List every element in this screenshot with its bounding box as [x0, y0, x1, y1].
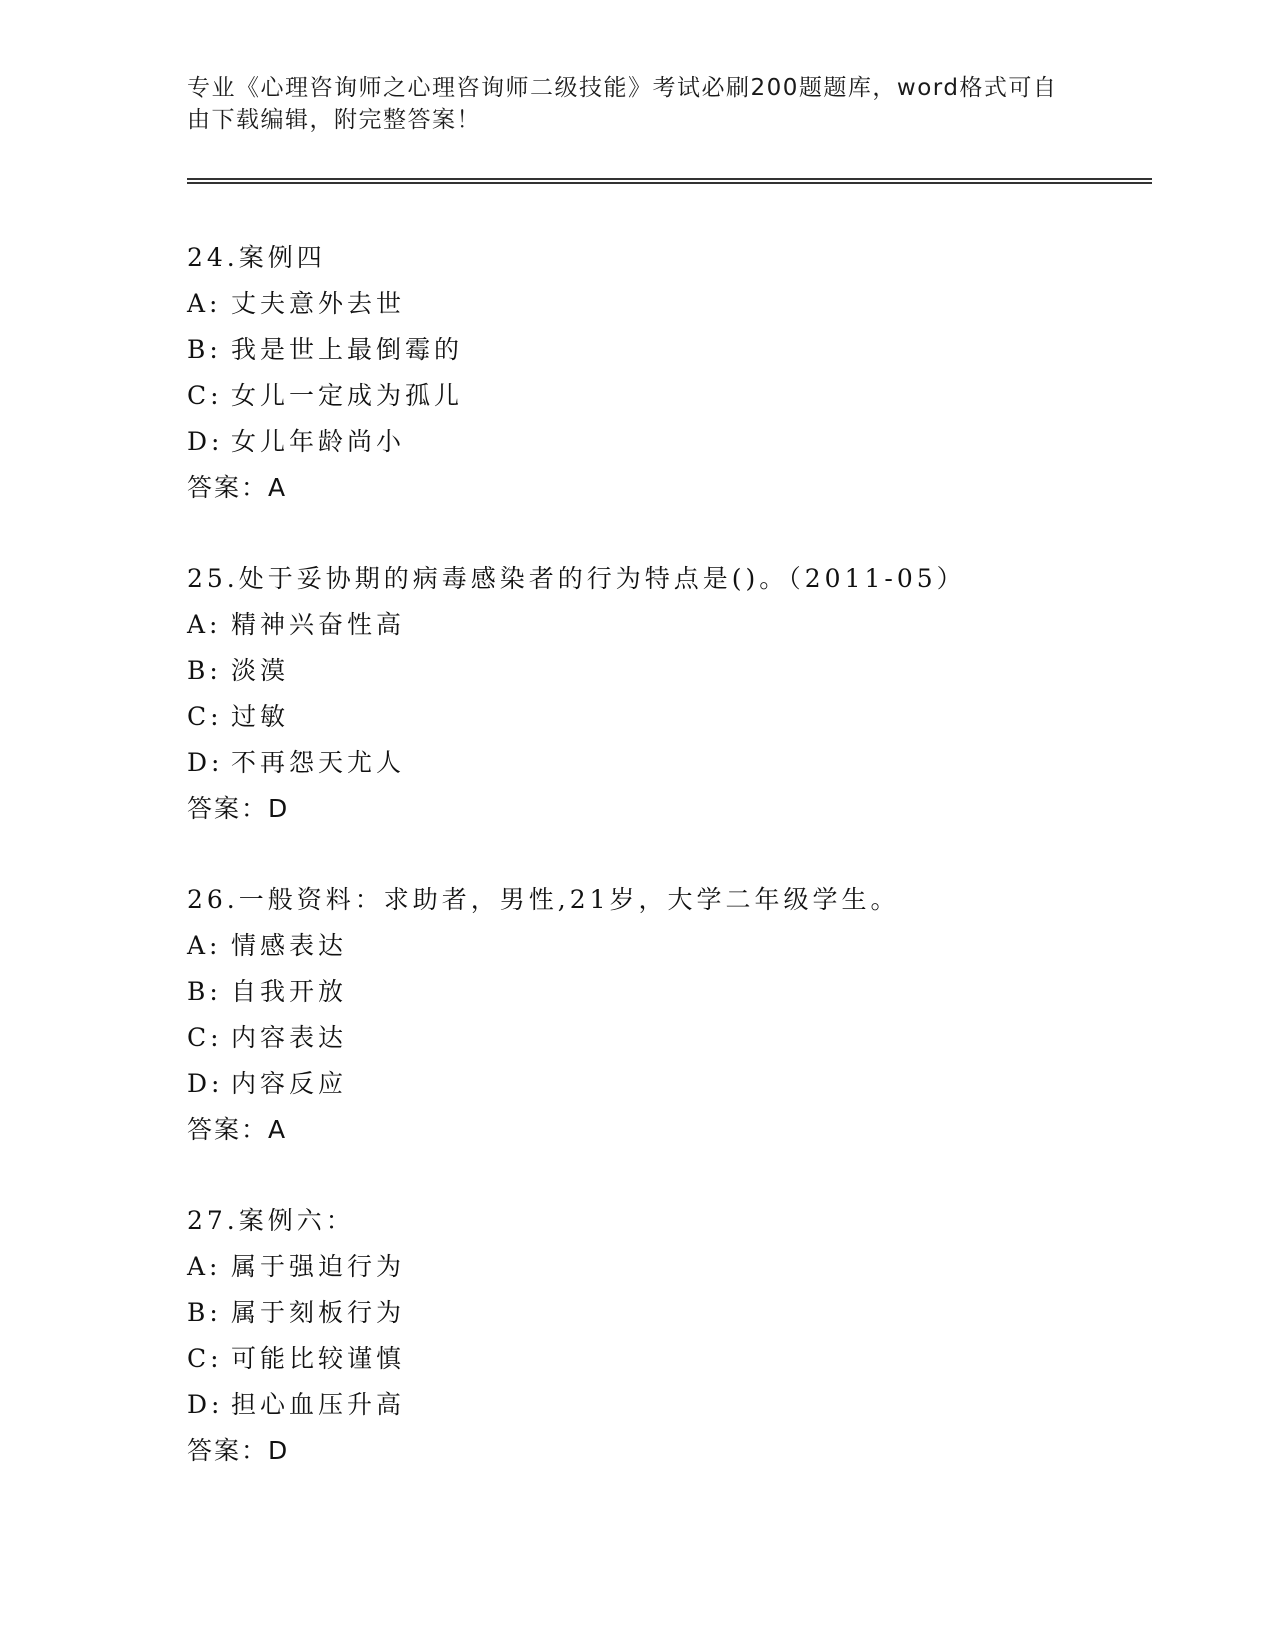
- option-text: 精神兴奋性高: [231, 610, 406, 639]
- answer-line: 答案：D: [187, 794, 290, 823]
- option-text: 过敏: [231, 702, 290, 731]
- option-letter: D:: [187, 748, 224, 777]
- option-letter: C:: [187, 702, 223, 731]
- option-c: [187, 1336, 1147, 1382]
- option-letter: C:: [187, 381, 223, 410]
- option-text: 情感表达: [231, 931, 348, 960]
- answer-line: 答案：D: [187, 1436, 290, 1465]
- option-a: [187, 1244, 1147, 1290]
- option-letter: B:: [187, 977, 222, 1006]
- option-letter: B:: [187, 656, 222, 685]
- question-27: [187, 1198, 1147, 1474]
- option-letter: D:: [187, 1069, 224, 1098]
- option-text: 女儿年龄尚小: [231, 427, 406, 456]
- option-d: [187, 740, 1147, 786]
- option-c: [187, 1015, 1147, 1061]
- answer-line: 答案：A: [187, 473, 288, 502]
- option-text: 内容表达: [231, 1023, 348, 1052]
- header-line-1: 专业《心理咨询师之心理咨询师二级技能》考试必刷200题题库，word格式可自: [187, 75, 1058, 101]
- option-letter: A:: [187, 1252, 222, 1281]
- option-a: [187, 602, 1147, 648]
- option-b: [187, 969, 1147, 1015]
- question-25: [187, 556, 1147, 832]
- option-letter: C:: [187, 1023, 223, 1052]
- option-b: [187, 327, 1147, 373]
- question-26: [187, 877, 1147, 1153]
- option-c: [187, 373, 1147, 419]
- option-d: [187, 1382, 1147, 1428]
- option-letter: B:: [187, 1298, 222, 1327]
- question-title: 26.一般资料：求助者，男性,21岁，大学二年级学生。: [187, 885, 900, 914]
- question-title: 25.处于妥协期的病毒感染者的行为特点是()。（2011-05）: [187, 564, 966, 593]
- option-d: [187, 419, 1147, 465]
- document-header: [187, 72, 1067, 136]
- option-text: 淡漠: [231, 656, 290, 685]
- option-letter: D:: [187, 427, 224, 456]
- option-text: 我是世上最倒霉的: [231, 335, 464, 364]
- option-text: 担心血压升高: [231, 1390, 406, 1419]
- question-24: [187, 235, 1147, 511]
- option-text: 自我开放: [231, 977, 348, 1006]
- option-text: 女儿一定成为孤儿: [231, 381, 464, 410]
- option-a: [187, 923, 1147, 969]
- option-c: [187, 694, 1147, 740]
- option-letter: B:: [187, 335, 222, 364]
- option-letter: A:: [187, 931, 222, 960]
- option-d: [187, 1061, 1147, 1107]
- question-title: 24.案例四: [187, 243, 326, 272]
- answer-line: 答案：A: [187, 1115, 288, 1144]
- option-letter: A:: [187, 289, 222, 318]
- option-text: 内容反应: [231, 1069, 348, 1098]
- question-list: [187, 235, 1147, 1519]
- option-b: [187, 648, 1147, 694]
- option-a: [187, 281, 1147, 327]
- option-letter: D:: [187, 1390, 224, 1419]
- header-line-2: 由下载编辑，附完整答案！: [187, 107, 481, 133]
- option-text: 属于强迫行为: [231, 1252, 406, 1281]
- option-text: 属于刻板行为: [231, 1298, 406, 1327]
- option-text: 可能比较谨慎: [231, 1344, 406, 1373]
- header-divider: [187, 178, 1152, 184]
- question-title: 27.案例六：: [187, 1206, 355, 1235]
- option-text: 丈夫意外去世: [231, 289, 406, 318]
- option-letter: C:: [187, 1344, 223, 1373]
- option-letter: A:: [187, 610, 222, 639]
- option-text: 不再怨天尤人: [231, 748, 406, 777]
- option-b: [187, 1290, 1147, 1336]
